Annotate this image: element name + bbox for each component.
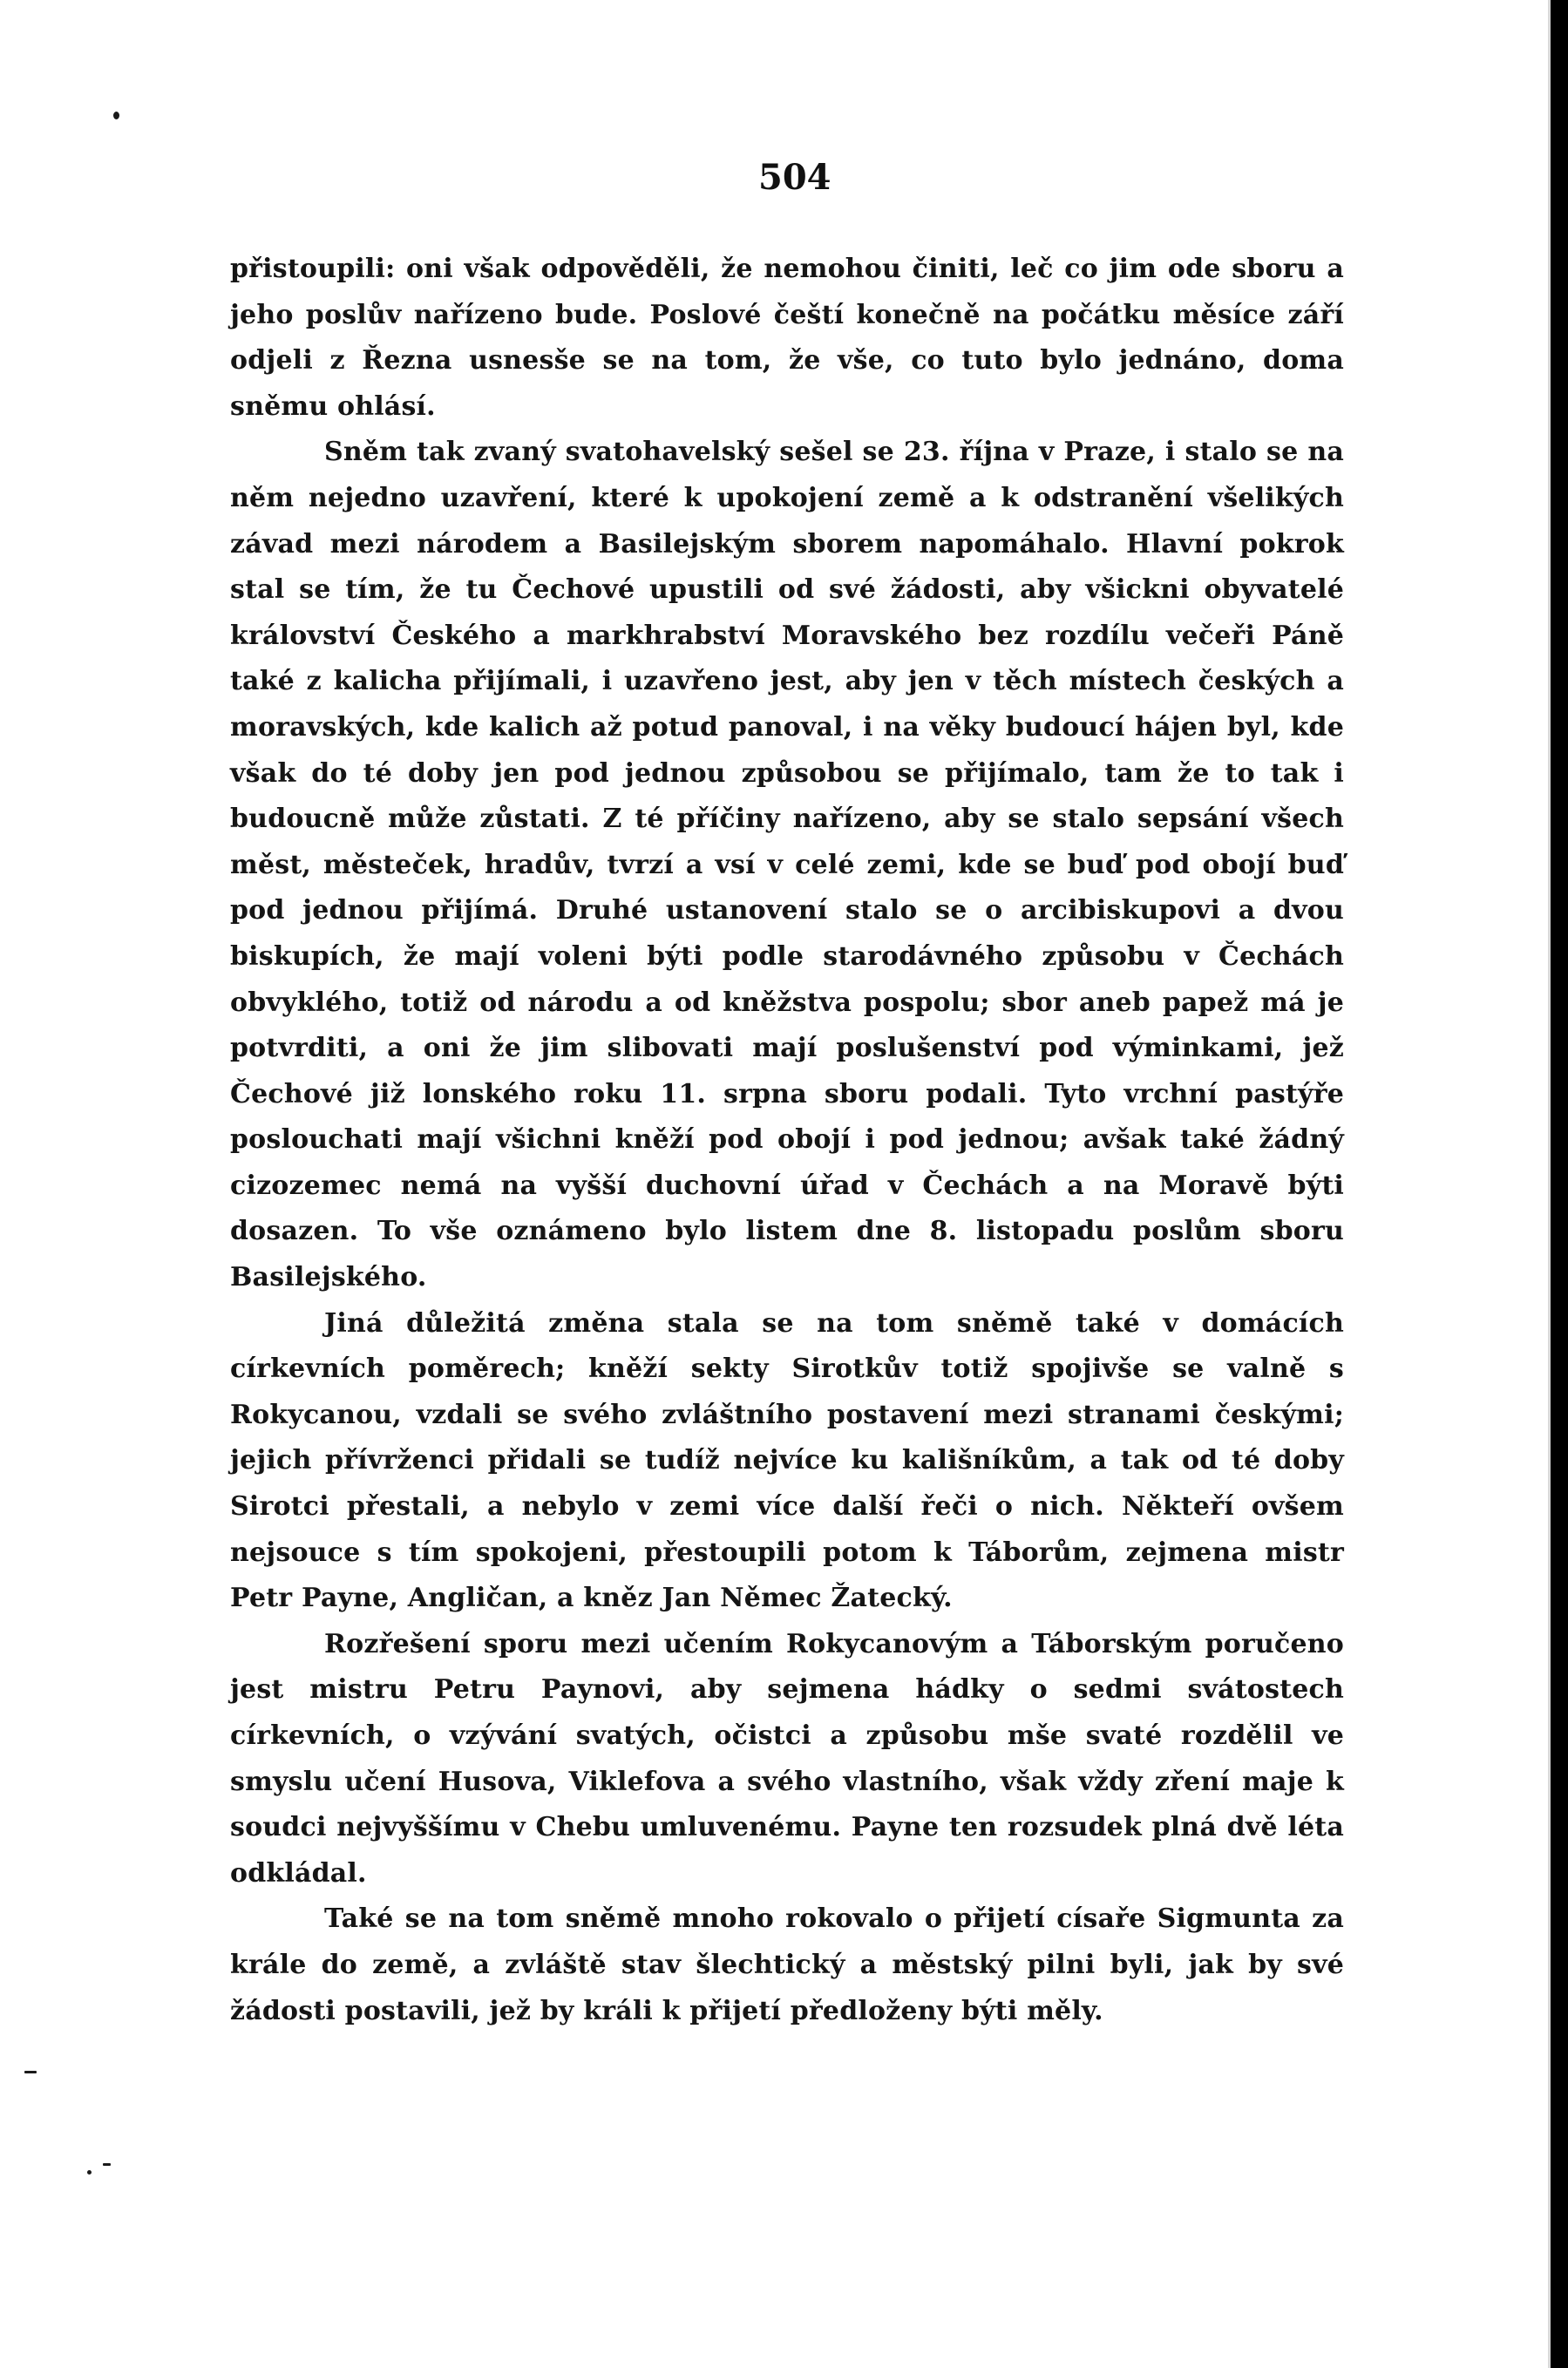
page-number: 504 xyxy=(758,157,832,198)
paragraph: Jiná důležitá změna stala se na tom sněmě také v domácích církevních poměrech; kněží sekty Sirotkův totiž spojivše se valně s Rokycanou, vzdali se svého zvláštního postavení mezi stranami českými; jejich přívrženci přidali se tudíž nejvíce ku kališníkům, a tak od té doby Sirotci přestali, a nebylo v zemi více další řeči o nich. Někteří ovšem nejsouce s tím spokojeni, přestoupili potom k Táborům, zejmena mistr Petr Payne, Angličan, a kněz Jan Němec Žatecký. xyxy=(230,1307,1344,1614)
paragraph: přistoupili: oni však odpověděli, že nemohou činiti, leč co jim ode sboru a jeho poslův nařízeno bude. Poslové čeští konečně na počátku měsíce září odjeli z Řezna usnesše se na tom, že vše, co tuto bylo jednáno, doma sněmu ohlásí. xyxy=(230,254,1344,422)
paragraph: Také se na tom sněmě mnoho rokovalo o přijetí císaře Sigmunta za krále do země, a zvláště stav šlechtický a městský pilni byli, jak by své žádosti postavili, jež by králi k přijetí předloženy býti měly. xyxy=(230,1903,1344,2026)
margin-speck xyxy=(87,2170,92,2175)
paragraph: Rozřešení sporu mezi učením Rokycanovým a Táborským poručeno jest mistru Petru Paynovi, aby sejmena hádky o sedmi svátostech církevních, o vzývání svatých, očistci a způsobu mše svaté rozdělil ve smyslu učení Husova, Viklefova a svého vlastního, však vždy zření maje k soudci nejvyššímu v Chebu umluvenému. Payne ten rozsudek plná dvě léta odkládal. xyxy=(230,1628,1344,1889)
margin-speck xyxy=(103,2163,111,2166)
margin-speck xyxy=(113,112,119,119)
body-text xyxy=(230,247,1344,2034)
margin-speck xyxy=(24,2071,37,2073)
paragraph: Sněm tak zvaný svatohavelský sešel se 23. října v Praze, i stalo se na něm nejedno uzavření, které k upokojení země a k odstranění všelikých závad mezi národem a Basilejským sborem napomáhalo. Hlavní pokrok stal se tím, že tu Čechové upustili od své žádosti, aby všickni obyvatelé království Českého a markhrabství Moravského bez rozdílu večeři Páně také z kalicha přijímali, i uzavřeno jest, aby jen v těch místech českých a moravských, kde kalich až potud panoval, i na věky budoucí hájen byl, kde však do té doby jen pod jednou způsobou se přijímalo, tam že to tak i budoucně může zůstati. Z té příčiny nařízeno, aby se stalo sepsání všech měst, městeček, hradův, tvrzí a vsí v celé zemi, kde se buď pod obojí buď pod jednou přijímá. Druhé ustanovení stalo se o arcibiskupovi a dvou biskupích, že mají voleni býti podle starodávného způsobu v Čechách obvyklého, totiž od národu a od kněžstva pospolu; sbor aneb papež má je potvrditi, a oni že jim slibovati mají poslušenství pod výminkami, jež Čechové již lonského roku 11. srpna sboru podali. Tyto vrchní pastýře poslouchati mají všichni kněží pod obojí i pod jednou; avšak také žádný cizozemec nemá na vyšší duchovní úřad v Čechách a na Moravě býti dosazen. To vše oznámeno bylo listem dne 8. listopadu poslům sboru Basilejského. xyxy=(230,437,1344,1293)
